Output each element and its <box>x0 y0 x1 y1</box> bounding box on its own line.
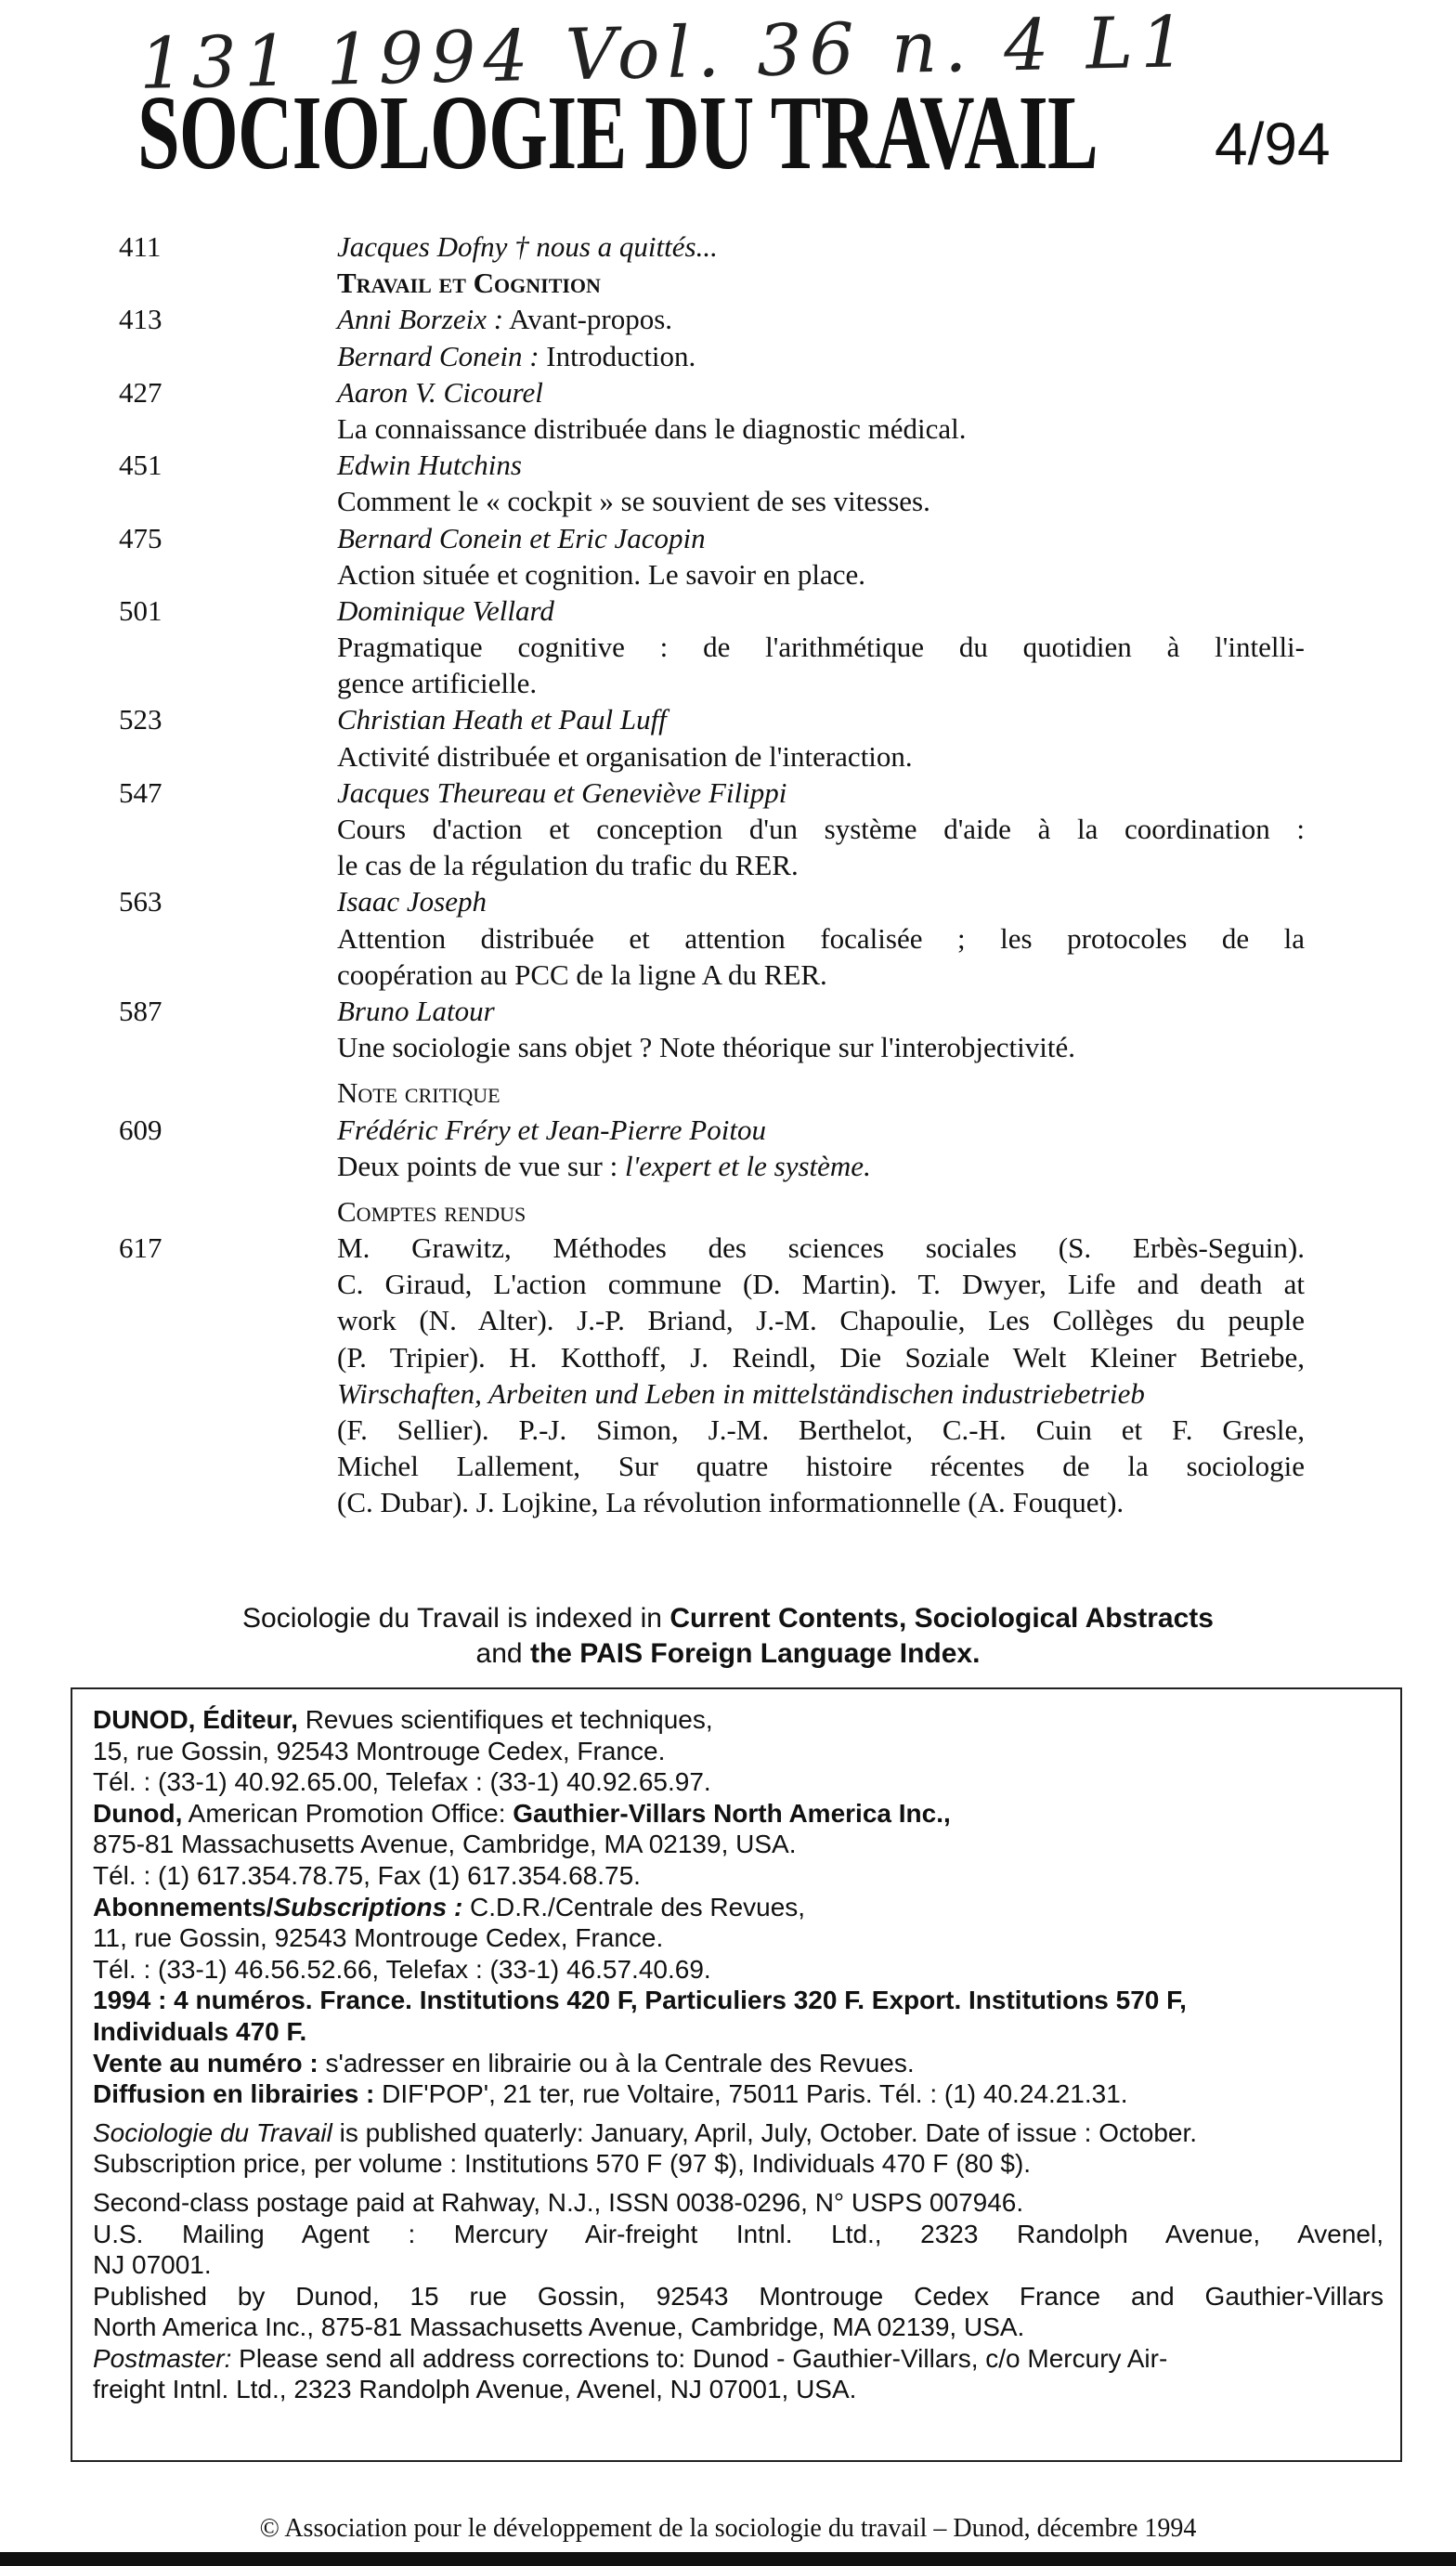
page-number: 475 <box>119 521 162 554</box>
indexed-sources: Current Contents, Sociological Abstracts <box>670 1603 1214 1634</box>
diffusion-label: Diffusion en librairies : <box>93 2079 375 2109</box>
handwritten-catalog-note: 131 1994 Vol. 36 n. 4 L1 <box>138 0 1194 105</box>
entry-title: Une sociologie sans objet ? Note théorique sur l'interobjectivité. <box>337 1031 1076 1064</box>
section-title: Note critique <box>337 1076 500 1110</box>
published-by-cont: North America Inc., 875-81 Massachusetts Avenue, Cambridge, MA 02139, USA. <box>93 2312 1025 2342</box>
diffusion-text: DIF'POP', 21 ter, rue Voltaire, 75011 Paris. Tél. : (1) 40.24.21.31. <box>382 2079 1128 2109</box>
review-line: (F. Sellier). P.-J. Simon, J.-M. Berthelot, C.-H. Cuin et F. Gresle, <box>337 1413 1305 1446</box>
price-line: 1994 : 4 numéros. France. Institutions 420 F, Particuliers 320 F. Export. Institutions 570 F, <box>93 1986 1187 2015</box>
page-number: 609 <box>119 1113 162 1146</box>
page-number: 547 <box>119 775 162 809</box>
review-line: C. Giraud, L'action commune (D. Martin). T. Dwyer, Life and death at <box>337 1268 1305 1301</box>
copyright-notice: © Association pour le développement de la sociologie du travail – Dunod, décembre 1994 <box>259 2514 1197 2543</box>
toc-entry <box>0 447 1456 483</box>
section-title: Comptes rendus <box>337 1194 526 1228</box>
page-number: 451 <box>119 449 162 482</box>
page-number: 427 <box>119 375 162 409</box>
page-number: 411 <box>119 230 162 263</box>
journal-title: SOCIOLOGIE DU TRAVAIL <box>137 73 1098 191</box>
journal-name-italic: Sociologie du Travail <box>93 2117 332 2147</box>
us-office-desc: American Promotion Office: <box>188 1798 506 1828</box>
us-office-name: Dunod, <box>93 1798 183 1828</box>
toc-entry <box>0 883 1456 919</box>
published-by: Published by Dunod, 15 rue Gossin, 92543 Montrouge Cedex France and Gauthier-Villars <box>93 2281 1384 2311</box>
entry-author: Isaac Joseph <box>337 885 487 918</box>
review-line: (P. Tripier). H. Kotthoff, J. Reindl, Die Soziale Welt Kleiner Betriebe, <box>337 1340 1305 1374</box>
toc-obituary <box>0 228 1456 265</box>
entry-title-cont: coopération au PCC de la ligne A du RER. <box>337 957 827 991</box>
entry-title: Deux points de vue sur : <box>337 1149 618 1182</box>
toc-entry <box>0 1112 1456 1148</box>
page-number: 563 <box>119 885 162 918</box>
review-line: M. Grawitz, Méthodes des sciences sociales (S. Erbès-Seguin). <box>337 1231 1305 1265</box>
entry-author: Bernard Conein : <box>337 339 540 372</box>
entry-title: La connaissance distribuée dans le diagnostic médical. <box>337 411 967 445</box>
publisher-info-box <box>71 1687 1402 2462</box>
indexing-note <box>0 1601 1456 1672</box>
toc-entry <box>0 301 1456 337</box>
toc-entry <box>0 520 1456 556</box>
entry-author: Aaron V. Cicourel <box>337 375 543 409</box>
publisher-address: 15, rue Gossin, 92543 Montrouge Cedex, France. <box>93 1736 666 1765</box>
indexed-sources: the PAIS Foreign Language Index. <box>529 1638 981 1669</box>
page-number: 501 <box>119 593 162 627</box>
us-office-address: 875-81 Massachusetts Avenue, Cambridge, MA 02139, USA. <box>93 1830 797 1859</box>
scan-edge-bar <box>0 2552 1456 2566</box>
entry-author: Jacques Theureau et Geneviève Filippi <box>337 775 787 809</box>
subscription-price: Subscription price, per volume : Institutions 570 F (97 $), Individuals 470 F (80 $). <box>93 2149 1032 2179</box>
entry-author: Frédéric Fréry et Jean-Pierre Poitou <box>337 1113 766 1146</box>
publisher-phone: Tél. : (33-1) 40.92.65.00, Telefax : (33-1) 40.92.65.97. <box>93 1767 711 1797</box>
page-number: 413 <box>119 303 162 336</box>
toc-entry <box>0 1230 1456 1266</box>
entry-title-italic: l'expert et le système. <box>624 1149 871 1182</box>
indexed-text: Sociologie du Travail is indexed in <box>242 1603 662 1634</box>
entry-title: Avant-propos. <box>509 303 673 336</box>
entry-title: Attention distribuée et attention focalisée ; les protocoles de la <box>337 921 1305 955</box>
entry-title: Activité distribuée et organisation de l'interaction. <box>337 739 913 773</box>
entry-title-cont: gence artificielle. <box>337 667 538 700</box>
price-line: Individuals 470 F. <box>93 2016 307 2046</box>
entry-title: Pragmatique cognitive : de l'arithmétique du quotidien à l'intelli- <box>337 631 1305 664</box>
page-number: 587 <box>119 994 162 1027</box>
issue-number: 4/94 <box>1215 111 1331 177</box>
vente-text: s'adresser en librairie ou à la Centrale des Revues. <box>325 2048 915 2078</box>
section-heading <box>0 265 1456 301</box>
table-of-contents <box>0 228 1456 1521</box>
subscriptions-phone: Tél. : (33-1) 46.56.52.66, Telefax : (33-1) 46.57.40.69. <box>93 1954 711 1984</box>
subscriptions-address: 11, rue Gossin, 92543 Montrouge Cedex, France. <box>93 1923 664 1953</box>
section-heading <box>0 1193 1456 1230</box>
subscriptions-desc: C.D.R./Centrale des Revues, <box>470 1892 806 1921</box>
entry-author: Anni Borzeix : <box>337 303 504 336</box>
review-line: (C. Dubar). J. Lojkine, La révolution informationnelle (A. Fouquet). <box>337 1486 1124 1519</box>
entry-title-cont: le cas de la régulation du trafic du RER. <box>337 849 799 882</box>
review-line: Michel Lallement, Sur quatre histoire récentes de la sociologie <box>337 1450 1305 1483</box>
vente-label: Vente au numéro : <box>93 2048 318 2078</box>
page-number: 523 <box>119 703 162 736</box>
us-office-phone: Tél. : (1) 617.354.78.75, Fax (1) 617.354.68.75. <box>93 1860 641 1890</box>
mailing-agent-cont: NJ 07001. <box>93 2250 212 2280</box>
entry-author: Edwin Hutchins <box>337 449 522 482</box>
review-line: Wirschaften, Arbeiten und Leben in mittelständischen industriebetrieb <box>337 1376 1145 1410</box>
postmaster-text: Please send all address corrections to: Dunod - Gauthier-Villars, c/o Mercury Air- <box>239 2343 1168 2373</box>
obituary-text: Jacques Dofny † nous a quittés... <box>337 230 718 263</box>
postmaster-label: Postmaster: <box>93 2343 232 2373</box>
publication-schedule: is published quaterly: January, April, July, October. Date of issue : October. <box>339 2117 1198 2147</box>
entry-author: Bernard Conein et Eric Jacopin <box>337 521 706 554</box>
toc-entry <box>0 701 1456 737</box>
toc-entry <box>0 593 1456 629</box>
mailing-agent: U.S. Mailing Agent : Mercury Air-freight Intnl. Ltd., 2323 Randolph Avenue, Avenel, <box>93 2219 1384 2248</box>
postmaster-text-cont: freight Intnl. Ltd., 2323 Randolph Avenue, Avenel, NJ 07001, USA. <box>93 2375 857 2404</box>
section-heading <box>0 1075 1456 1111</box>
review-line: work (N. Alter). J.-P. Briand, J.-M. Chapoulie, Les Collèges du peuple <box>337 1304 1305 1337</box>
entry-author: Christian Heath et Paul Luff <box>337 703 667 736</box>
entry-author: Dominique Vellard <box>337 593 554 627</box>
entry-title: Comment le « cockpit » se souvient de ses vitesses. <box>337 485 930 518</box>
indexed-text: and <box>475 1638 523 1669</box>
subscriptions-label: Abonnements/Subscriptions : <box>93 1892 463 1921</box>
publisher-desc: Revues scientifiques et techniques, <box>305 1705 713 1734</box>
postage-info: Second-class postage paid at Rahway, N.J., ISSN 0038-0296, N° USPS 007946. <box>93 2187 1024 2217</box>
entry-title: Action située et cognition. Le savoir en place. <box>337 557 866 591</box>
us-office-company: Gauthier-Villars North America Inc., <box>513 1798 951 1828</box>
publisher-name: DUNOD, Éditeur, <box>93 1705 298 1734</box>
entry-title: Cours d'action et conception d'un système d'aide à la coordination : <box>337 813 1305 845</box>
toc-entry <box>0 775 1456 811</box>
entry-title: Introduction. <box>546 339 696 372</box>
section-title: Travail et Cognition <box>337 267 601 300</box>
entry-author: Bruno Latour <box>337 994 495 1027</box>
toc-entry <box>0 374 1456 410</box>
toc-entry <box>0 338 1456 374</box>
toc-entry <box>0 993 1456 1029</box>
page-number: 617 <box>119 1231 162 1265</box>
